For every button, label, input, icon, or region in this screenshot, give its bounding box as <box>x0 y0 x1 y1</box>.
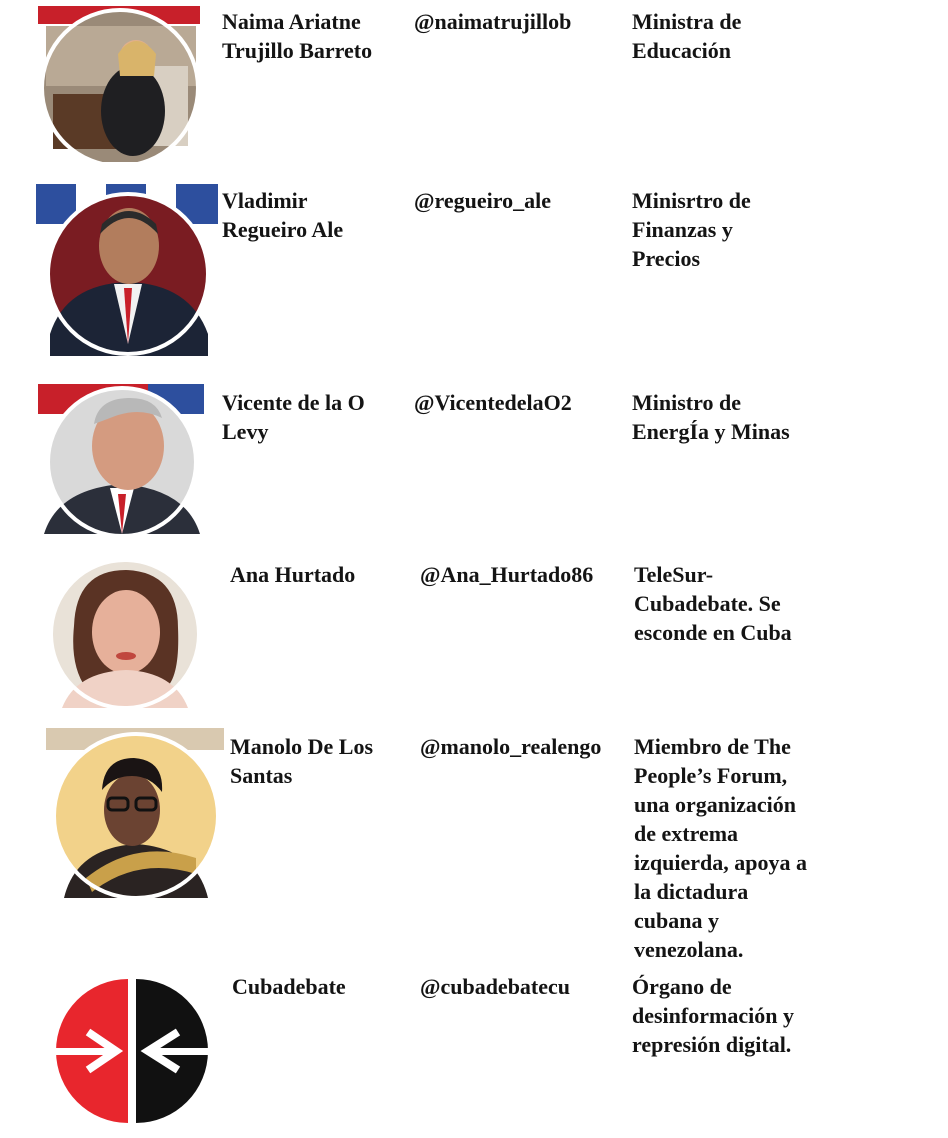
profile-photo-ana-hurtado <box>46 556 204 708</box>
handle-cell: @Ana_Hurtado86 <box>420 562 594 587</box>
role-line: TeleSur- <box>634 562 714 587</box>
table-row <box>0 968 948 1138</box>
table-row <box>0 0 948 175</box>
role-line: desinformación y <box>632 1003 794 1028</box>
role-cell <box>632 186 832 273</box>
role-cell <box>632 7 832 65</box>
name-line: Naima Ariatne <box>222 9 361 34</box>
role-line: una organización <box>634 792 796 817</box>
role-line: Órgano de <box>632 974 732 999</box>
name-line: Vicente de la O <box>222 390 365 415</box>
role-line: de extrema <box>634 821 739 846</box>
role-cell <box>632 388 832 446</box>
handle-cell: @cubadebatecu <box>420 974 571 999</box>
table-row <box>0 182 948 362</box>
role-line: Ministro de <box>632 390 741 415</box>
name-cell <box>222 7 402 65</box>
handle-cell: @manolo_realengo <box>420 734 602 759</box>
role-line: venezolana. <box>634 937 744 962</box>
handle-cell: @VicentedelaO2 <box>414 390 572 415</box>
handle-cell: @naimatrujillob <box>414 9 572 34</box>
role-line: Miembro de The <box>634 734 791 759</box>
profile-photo-manolo-de-los-santas <box>46 728 224 898</box>
role-line: Cubadebate. Se <box>634 591 781 616</box>
name-line: Levy <box>222 419 269 444</box>
role-line: la dictadura <box>634 879 749 904</box>
handle-cell: @regueiro_ale <box>414 188 551 213</box>
name-line: Vladimir <box>222 188 308 213</box>
role-line: Finanzas y <box>632 217 733 242</box>
name-cell <box>222 186 402 244</box>
role-cell <box>634 732 834 964</box>
profile-photo-vicente-de-la-o <box>38 384 204 534</box>
profile-photo-naima-trujillo <box>38 6 200 162</box>
table-row <box>0 556 948 716</box>
role-line: esconde en Cuba <box>634 620 792 645</box>
role-cell <box>632 972 832 1059</box>
role-line: Ministra de <box>632 9 742 34</box>
name-cell <box>230 732 410 790</box>
table-row <box>0 384 948 544</box>
role-line: cubana y <box>634 908 719 933</box>
role-line: People’s Forum, <box>634 763 788 788</box>
role-cell <box>634 560 834 647</box>
name-cell <box>232 972 412 1001</box>
name-cell <box>230 560 410 589</box>
name-line: Manolo De Los <box>230 734 373 759</box>
name-cell <box>222 388 402 446</box>
name-line: Cubadebate <box>232 974 346 999</box>
role-line: Educación <box>632 38 732 63</box>
role-line: Minisrtro de <box>632 188 751 213</box>
role-line: izquierda, apoya a <box>634 850 807 875</box>
cubadebate-logo <box>48 976 218 1126</box>
name-line: Trujillo Barreto <box>222 38 373 63</box>
role-line: Precios <box>632 246 701 271</box>
name-line: Ana Hurtado <box>230 562 356 587</box>
role-line: represión digital. <box>632 1032 792 1057</box>
profile-photo-vladimir-regueiro <box>36 184 218 356</box>
name-line: Santas <box>230 763 293 788</box>
table-row <box>0 728 948 960</box>
role-line: EnergÍa y Minas <box>632 419 790 444</box>
name-line: Regueiro Ale <box>222 217 344 242</box>
